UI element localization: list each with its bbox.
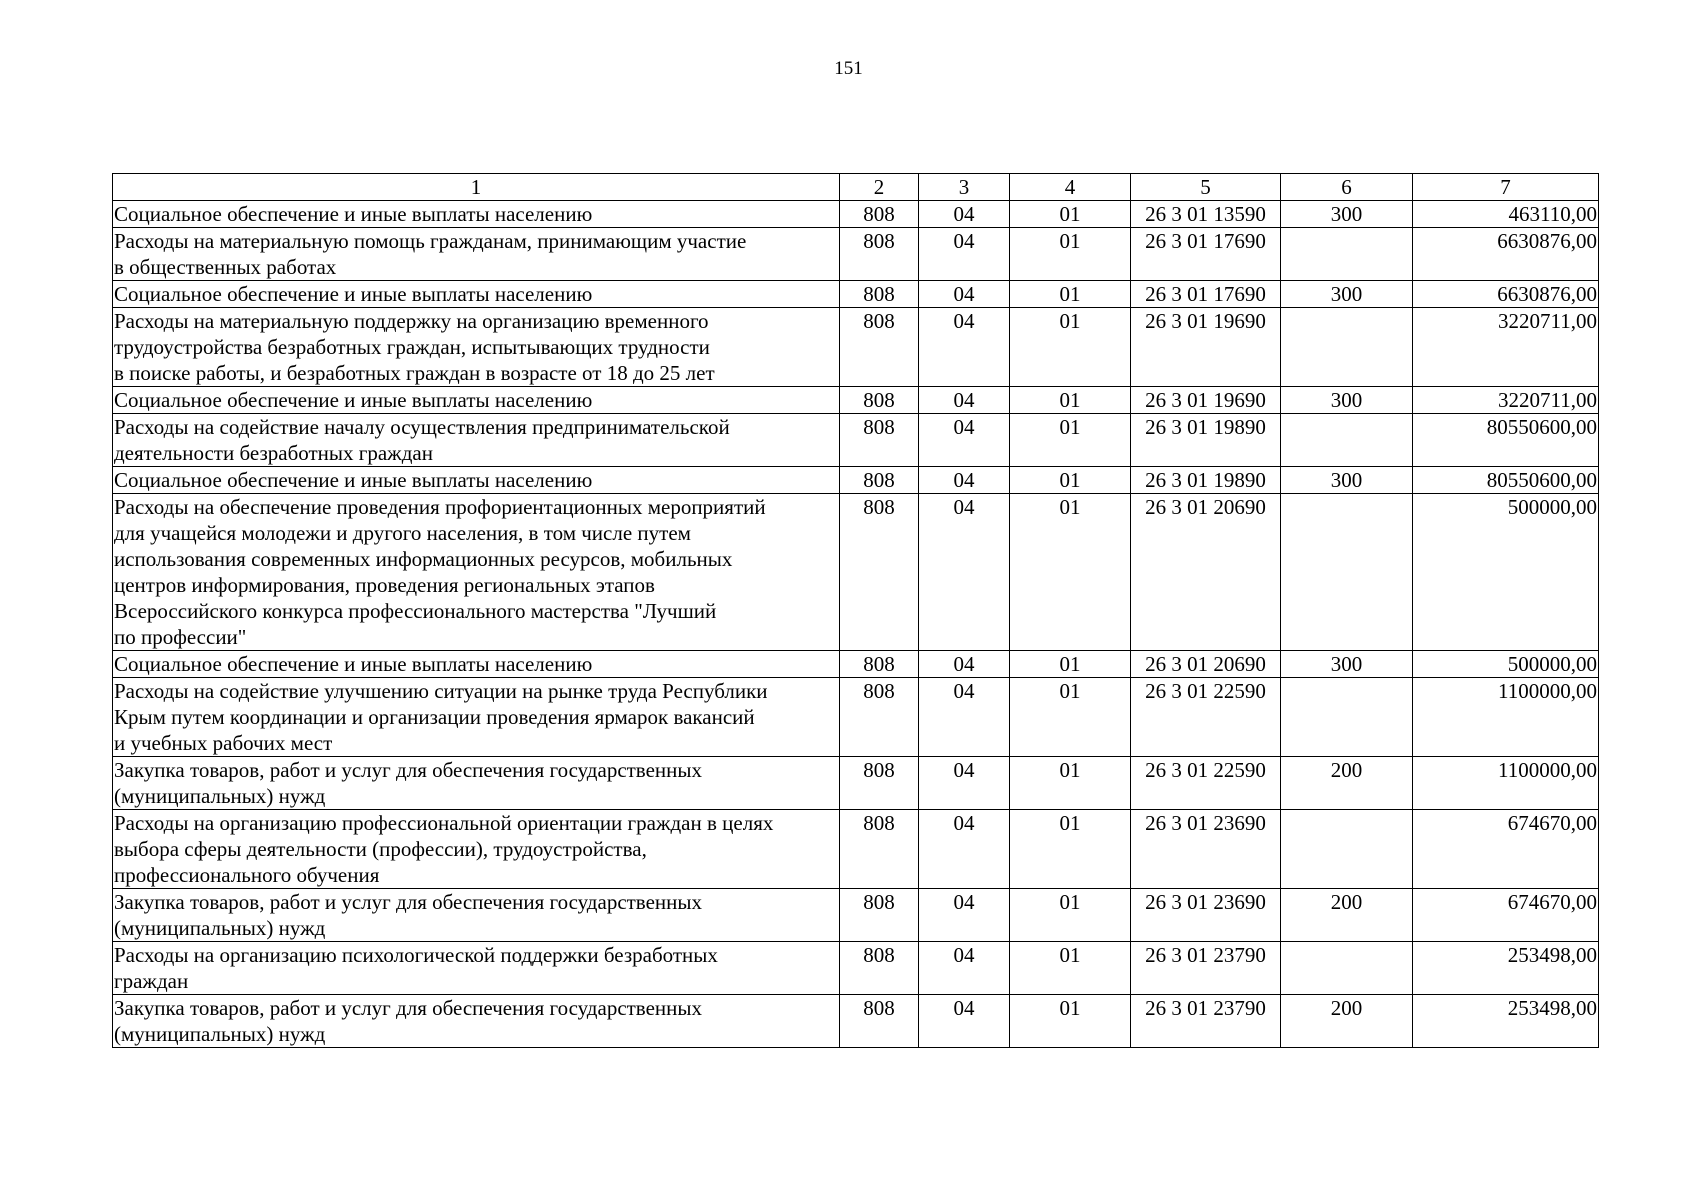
- page-number: 151: [834, 58, 863, 79]
- ministry-code-cell: 808: [840, 228, 919, 281]
- section-code-cell: 04: [919, 387, 1010, 414]
- section-code-cell: 04: [919, 757, 1010, 810]
- header-cell-1: 1: [113, 174, 840, 201]
- section-code-cell: 04: [919, 467, 1010, 494]
- target-article-cell: 26 3 01 23790: [1131, 995, 1281, 1048]
- table-row: [113, 308, 1599, 387]
- table-row: [113, 810, 1599, 889]
- expense-name-cell: Социальное обеспечение и иные выплаты населению: [113, 467, 840, 494]
- header-cell-5: 5: [1131, 174, 1281, 201]
- subsection-code-cell: 01: [1010, 308, 1131, 387]
- expense-type-cell: 300: [1281, 651, 1413, 678]
- expense-name-cell: Расходы на организацию психологической поддержки безработных граждан: [113, 942, 840, 995]
- target-article-cell: 26 3 01 19890: [1131, 414, 1281, 467]
- expense-type-cell: 300: [1281, 281, 1413, 308]
- expense-type-cell: 300: [1281, 467, 1413, 494]
- ministry-code-cell: 808: [840, 467, 919, 494]
- table-row: [113, 414, 1599, 467]
- section-code-cell: 04: [919, 995, 1010, 1048]
- amount-cell: 6630876,00: [1413, 281, 1599, 308]
- expense-name-cell: Социальное обеспечение и иные выплаты населению: [113, 201, 840, 228]
- subsection-code-cell: 01: [1010, 757, 1131, 810]
- expense-type-cell: [1281, 810, 1413, 889]
- subsection-code-cell: 01: [1010, 228, 1131, 281]
- ministry-code-cell: 808: [840, 281, 919, 308]
- header-cell-7: 7: [1413, 174, 1599, 201]
- expense-name-cell: Расходы на содействие началу осуществления предпринимательской деятельности безработных граждан: [113, 414, 840, 467]
- target-article-cell: 26 3 01 23790: [1131, 942, 1281, 995]
- header-cell-2: 2: [840, 174, 919, 201]
- expense-type-cell: 300: [1281, 201, 1413, 228]
- ministry-code-cell: 808: [840, 201, 919, 228]
- table-row: [113, 757, 1599, 810]
- header-cell-6: 6: [1281, 174, 1413, 201]
- table-row: [113, 494, 1599, 651]
- header-cell-3: 3: [919, 174, 1010, 201]
- section-code-cell: 04: [919, 678, 1010, 757]
- amount-cell: 500000,00: [1413, 494, 1599, 651]
- subsection-code-cell: 01: [1010, 810, 1131, 889]
- subsection-code-cell: 01: [1010, 201, 1131, 228]
- subsection-code-cell: 01: [1010, 387, 1131, 414]
- amount-cell: 80550600,00: [1413, 467, 1599, 494]
- ministry-code-cell: 808: [840, 757, 919, 810]
- header-row: [113, 174, 1599, 201]
- expense-type-cell: 200: [1281, 995, 1413, 1048]
- target-article-cell: 26 3 01 19690: [1131, 308, 1281, 387]
- expense-type-cell: 200: [1281, 889, 1413, 942]
- amount-cell: 253498,00: [1413, 942, 1599, 995]
- section-code-cell: 04: [919, 651, 1010, 678]
- ministry-code-cell: 808: [840, 387, 919, 414]
- expense-type-cell: 200: [1281, 757, 1413, 810]
- expense-name-cell: Социальное обеспечение и иные выплаты населению: [113, 651, 840, 678]
- subsection-code-cell: 01: [1010, 414, 1131, 467]
- table-row: [113, 942, 1599, 995]
- section-code-cell: 04: [919, 942, 1010, 995]
- subsection-code-cell: 01: [1010, 942, 1131, 995]
- table-row: [113, 387, 1599, 414]
- section-code-cell: 04: [919, 281, 1010, 308]
- expense-name-cell: Социальное обеспечение и иные выплаты населению: [113, 387, 840, 414]
- expense-name-cell: Расходы на материальную поддержку на организацию временного трудоустройства безработных граждан, испытывающих трудности в поиске работы, и безработных граждан в возрасте от 18 до 25 лет: [113, 308, 840, 387]
- ministry-code-cell: 808: [840, 308, 919, 387]
- section-code-cell: 04: [919, 889, 1010, 942]
- expense-name-cell: Социальное обеспечение и иные выплаты населению: [113, 281, 840, 308]
- target-article-cell: 26 3 01 23690: [1131, 810, 1281, 889]
- target-article-cell: 26 3 01 19890: [1131, 467, 1281, 494]
- table-row: [113, 467, 1599, 494]
- amount-cell: 3220711,00: [1413, 387, 1599, 414]
- amount-cell: 3220711,00: [1413, 308, 1599, 387]
- subsection-code-cell: 01: [1010, 678, 1131, 757]
- expense-name-cell: Расходы на содействие улучшению ситуации на рынке труда Республики Крым путем координации и организации проведения ярмарок вакансий и учебных рабочих мест: [113, 678, 840, 757]
- target-article-cell: 26 3 01 22590: [1131, 678, 1281, 757]
- amount-cell: 1100000,00: [1413, 678, 1599, 757]
- expense-type-cell: [1281, 678, 1413, 757]
- table-row: [113, 651, 1599, 678]
- table-row: [113, 995, 1599, 1048]
- expense-type-cell: [1281, 308, 1413, 387]
- ministry-code-cell: 808: [840, 995, 919, 1048]
- target-article-cell: 26 3 01 13590: [1131, 201, 1281, 228]
- section-code-cell: 04: [919, 810, 1010, 889]
- section-code-cell: 04: [919, 201, 1010, 228]
- expense-name-cell: Расходы на материальную помощь гражданам, принимающим участие в общественных работах: [113, 228, 840, 281]
- target-article-cell: 26 3 01 20690: [1131, 494, 1281, 651]
- ministry-code-cell: 808: [840, 414, 919, 467]
- subsection-code-cell: 01: [1010, 281, 1131, 308]
- target-article-cell: 26 3 01 22590: [1131, 757, 1281, 810]
- table-row: [113, 228, 1599, 281]
- table-body: [113, 201, 1599, 1048]
- expense-type-cell: [1281, 942, 1413, 995]
- expense-name-cell: Закупка товаров, работ и услуг для обеспечения государственных (муниципальных) нужд: [113, 757, 840, 810]
- expense-type-cell: [1281, 414, 1413, 467]
- ministry-code-cell: 808: [840, 889, 919, 942]
- target-article-cell: 26 3 01 17690: [1131, 228, 1281, 281]
- section-code-cell: 04: [919, 228, 1010, 281]
- target-article-cell: 26 3 01 23690: [1131, 889, 1281, 942]
- section-code-cell: 04: [919, 414, 1010, 467]
- expense-name-cell: Закупка товаров, работ и услуг для обеспечения государственных (муниципальных) нужд: [113, 995, 840, 1048]
- ministry-code-cell: 808: [840, 651, 919, 678]
- amount-cell: 80550600,00: [1413, 414, 1599, 467]
- expense-name-cell: Расходы на организацию профессиональной ориентации граждан в целях выбора сферы деятельности (профессии), трудоустройства, профессионального обучения: [113, 810, 840, 889]
- subsection-code-cell: 01: [1010, 651, 1131, 678]
- target-article-cell: 26 3 01 19690: [1131, 387, 1281, 414]
- target-article-cell: 26 3 01 17690: [1131, 281, 1281, 308]
- subsection-code-cell: 01: [1010, 494, 1131, 651]
- section-code-cell: 04: [919, 494, 1010, 651]
- header-cell-4: 4: [1010, 174, 1131, 201]
- amount-cell: 674670,00: [1413, 889, 1599, 942]
- amount-cell: 253498,00: [1413, 995, 1599, 1048]
- table-row: [113, 201, 1599, 228]
- amount-cell: 6630876,00: [1413, 228, 1599, 281]
- ministry-code-cell: 808: [840, 494, 919, 651]
- table-row: [113, 889, 1599, 942]
- amount-cell: 500000,00: [1413, 651, 1599, 678]
- table-row: [113, 281, 1599, 308]
- expense-type-cell: [1281, 494, 1413, 651]
- ministry-code-cell: 808: [840, 678, 919, 757]
- ministry-code-cell: 808: [840, 942, 919, 995]
- ministry-code-cell: 808: [840, 810, 919, 889]
- expense-name-cell: Расходы на обеспечение проведения профориентационных мероприятий для учащейся молодежи и другого населения, в том числе путем использования современных информационных ресурсов, мобильных центров информирования, проведения региональных этапов Всероссийского конкурса профессионального мастерства "Лучший по профессии": [113, 494, 840, 651]
- amount-cell: 1100000,00: [1413, 757, 1599, 810]
- subsection-code-cell: 01: [1010, 995, 1131, 1048]
- section-code-cell: 04: [919, 308, 1010, 387]
- target-article-cell: 26 3 01 20690: [1131, 651, 1281, 678]
- expense-type-cell: [1281, 228, 1413, 281]
- subsection-code-cell: 01: [1010, 467, 1131, 494]
- subsection-code-cell: 01: [1010, 889, 1131, 942]
- table-row: [113, 678, 1599, 757]
- expense-name-cell: Закупка товаров, работ и услуг для обеспечения государственных (муниципальных) нужд: [113, 889, 840, 942]
- expense-type-cell: 300: [1281, 387, 1413, 414]
- amount-cell: 463110,00: [1413, 201, 1599, 228]
- budget-table: [112, 173, 1599, 1048]
- amount-cell: 674670,00: [1413, 810, 1599, 889]
